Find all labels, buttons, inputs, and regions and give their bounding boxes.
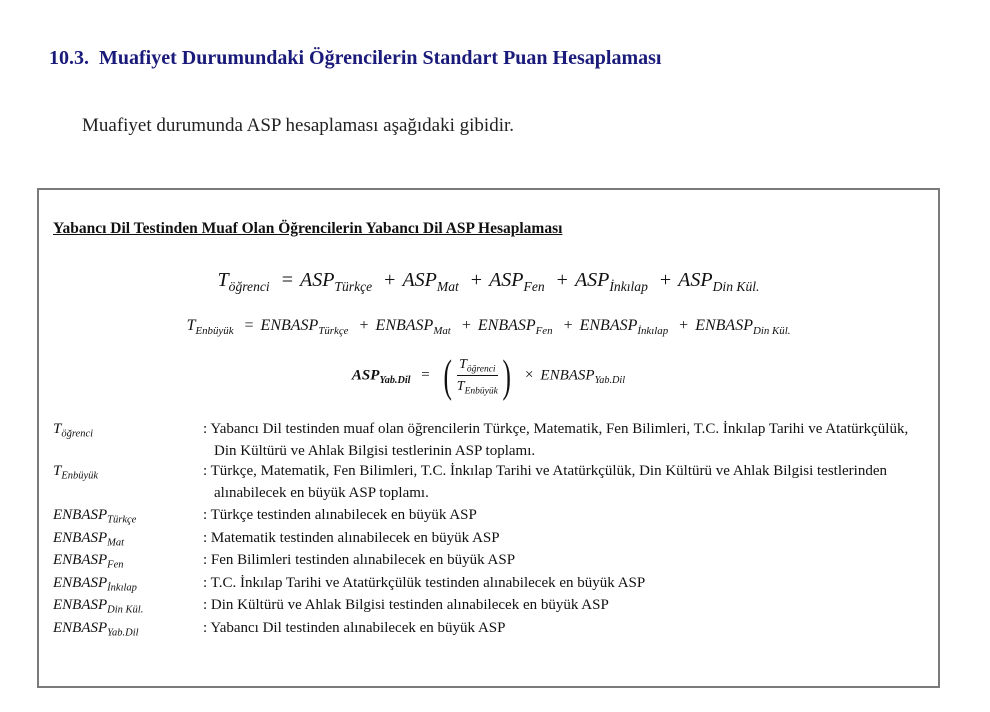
symbol-base: T: [53, 463, 62, 479]
f3-close-paren: ): [502, 350, 511, 401]
definition-symbol: [53, 528, 124, 550]
f3-open-paren: (: [443, 350, 453, 401]
definition-item: [53, 505, 923, 528]
f1-plus: +: [659, 269, 672, 291]
f1-plus: +: [384, 269, 396, 291]
definition-text: : Yabancı Dil testinden muaf olan öğrencilerin Türkçe, Matematik, Fen Bilimleri, T.C. İnkılap Tarihi ve Atatürkçülük, Din Kültürü ve Ahlak Bilgisi testlerinin ASP toplamı.: [203, 421, 909, 459]
f2-plus: +: [679, 317, 689, 334]
definition-item: [53, 461, 923, 505]
definition-text: : Türkçe, Matematik, Fen Bilimleri, T.C. İnkılap Tarihi ve Atatürkçülük, Din Kültürü ve Ahlak Bilgisi testlerinden alınabilecek en büyük ASP toplamı.: [203, 463, 887, 501]
f2-term-sub: Türkçe: [318, 324, 349, 337]
symbol-sub: Fen: [107, 559, 124, 571]
f2-term: ENBASP: [477, 317, 536, 334]
f3-rhs-sub: Yab.Dil: [594, 375, 626, 386]
symbol-sub: Enbüyük: [61, 470, 99, 482]
f2-term: ENBASP: [579, 317, 638, 334]
symbol-base: ENBASP: [53, 529, 108, 546]
symbol-sub: Din Kül.: [107, 604, 144, 616]
f3-times: ×: [524, 367, 534, 384]
f3-num-base: T: [459, 357, 467, 372]
f3-rhs: ENBASP: [540, 367, 595, 384]
f2-term: ENBASP: [375, 317, 434, 334]
definition-text: : Matematik testinden alınabilecek en büyük ASP: [203, 529, 500, 546]
f2-plus: +: [563, 317, 573, 334]
definition-item: [53, 419, 923, 461]
section-heading: [49, 47, 661, 70]
definition-symbol: [53, 595, 143, 617]
f1-plus: +: [556, 269, 568, 291]
f1-term-sub: Türkçe: [334, 278, 373, 294]
definition-text: : Din Kültürü ve Ahlak Bilgisi testinden alınabilecek en büyük ASP: [203, 597, 609, 613]
box-title: Yabancı Dil Testinden Muaf Olan Öğrencilerin Yabancı Dil ASP Hesaplaması: [53, 220, 563, 237]
f3-lhs: ASP: [351, 367, 380, 384]
f2-lhs-sub: Enbüyük: [195, 324, 234, 337]
f2-plus: +: [461, 317, 471, 334]
symbol-base: ENBASP: [53, 574, 108, 591]
f2-term: ENBASP: [695, 317, 753, 334]
f2-term-sub: Mat: [433, 324, 451, 337]
f2-term-sub: Din Kül.: [752, 324, 791, 337]
f2-term: ENBASP: [260, 317, 319, 334]
symbol-sub: Yab.Dil: [107, 627, 139, 639]
definition-item: [53, 595, 923, 618]
definition-symbol: [53, 419, 93, 441]
definitions-list: [53, 419, 923, 640]
definition-symbol: [53, 550, 123, 572]
formula-asp-yab-dil: [39, 350, 938, 401]
f3-den-base: T: [456, 379, 465, 394]
f1-plus: +: [470, 269, 483, 291]
f3-lhs-sub: Yab.Dil: [379, 375, 411, 386]
f2-term-sub: Fen: [535, 324, 553, 337]
f1-lhs: T: [217, 269, 229, 291]
formula-t-ogrenci: [39, 269, 938, 292]
f1-lhs-sub: öğrenci: [228, 278, 270, 294]
formula-box: [37, 188, 940, 688]
definition-symbol: [53, 461, 98, 483]
symbol-sub: Mat: [107, 537, 125, 549]
f3-denominator: [457, 376, 498, 395]
formula-t-enbuyuk: [39, 317, 938, 335]
f2-plus: +: [359, 317, 369, 334]
f1-term: ASP: [574, 269, 610, 291]
f1-term-sub: Fen: [523, 278, 545, 294]
definition-item: [53, 550, 923, 573]
definition-item: [53, 573, 923, 596]
f3-den-sub: Enbüyük: [464, 386, 498, 397]
f1-term: ASP: [489, 269, 524, 291]
symbol-base: T: [53, 421, 62, 437]
f2-lhs: T: [186, 317, 196, 334]
section-number: 10.3.: [49, 47, 89, 69]
definition-item: [53, 528, 923, 551]
definition-symbol: [53, 573, 137, 595]
definition-symbol: [53, 618, 139, 640]
definition-item: [53, 618, 923, 641]
definition-symbol: [53, 505, 136, 527]
f3-fraction-group: [440, 350, 514, 401]
symbol-sub: İnkılap: [107, 582, 137, 594]
definition-text: : Fen Bilimleri testinden alınabilecek en büyük ASP: [203, 552, 516, 568]
definition-text: : Yabancı Dil testinden alınabilecek en büyük ASP: [203, 619, 506, 636]
f2-eq: =: [244, 317, 254, 334]
symbol-base: ENBASP: [53, 552, 108, 568]
f3-fraction: [457, 357, 498, 395]
f1-eq: =: [281, 269, 293, 291]
f1-term-sub: Mat: [436, 278, 459, 294]
symbol-base: ENBASP: [53, 619, 108, 636]
f3-eq: =: [421, 367, 430, 384]
symbol-base: ENBASP: [53, 597, 108, 613]
section-title: Muafiyet Durumundaki Öğrencilerin Standart Puan Hesaplaması: [99, 47, 662, 69]
f1-term: ASP: [299, 269, 335, 291]
f1-term: ASP: [402, 269, 437, 291]
symbol-sub: Türkçe: [107, 514, 137, 526]
f2-term-sub: İnkılap: [637, 324, 669, 337]
f1-term-sub: Din Kül.: [712, 278, 760, 294]
definition-text: : T.C. İnkılap Tarihi ve Atatürkçülük testinden alınabilecek en büyük ASP: [203, 574, 646, 591]
f3-numerator: [457, 357, 498, 376]
symbol-base: ENBASP: [53, 507, 108, 523]
symbol-sub: öğrenci: [61, 428, 94, 440]
intro-paragraph: Muafiyet durumunda ASP hesaplaması aşağıdaki gibidir.: [82, 115, 515, 136]
definition-text: : Türkçe testinden alınabilecek en büyük ASP: [203, 507, 477, 523]
f1-term: ASP: [678, 269, 713, 291]
f1-term-sub: İnkılap: [609, 278, 648, 294]
f3-num-sub: öğrenci: [466, 364, 496, 375]
